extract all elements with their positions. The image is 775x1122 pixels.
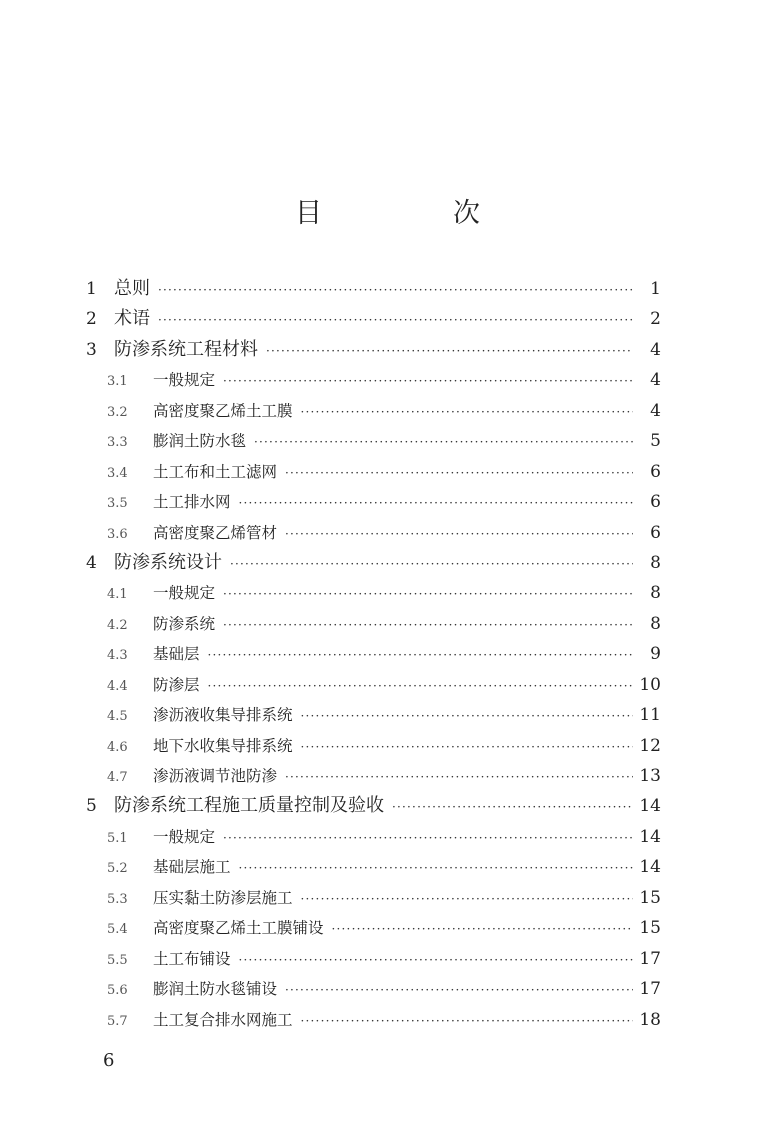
dot-leader xyxy=(223,610,633,640)
toc-entry-page: 17 xyxy=(639,979,661,1000)
table-of-contents xyxy=(0,274,775,1035)
toc-section-entry[interactable] xyxy=(0,974,775,1004)
dot-leader xyxy=(223,823,633,853)
toc-entry-title: 术语 xyxy=(114,308,150,330)
dot-leader xyxy=(392,792,633,822)
toc-section-entry[interactable] xyxy=(0,852,775,882)
toc-entry-page: 14 xyxy=(639,796,661,817)
toc-entry-title: 一般规定 xyxy=(153,371,216,390)
dot-leader xyxy=(223,579,633,609)
toc-entry-number: 3 xyxy=(86,339,97,360)
toc-entry-page: 8 xyxy=(650,552,661,573)
toc-entry-page: 5 xyxy=(650,431,661,452)
toc-entry-number: 4 xyxy=(86,552,97,573)
toc-section-entry[interactable] xyxy=(0,731,775,761)
dot-leader xyxy=(285,458,633,488)
toc-section-entry[interactable] xyxy=(0,518,775,548)
toc-entry-number: 5.7 xyxy=(107,1013,128,1029)
toc-entry-page: 11 xyxy=(639,705,661,726)
toc-entry-number: 3.2 xyxy=(107,404,128,420)
toc-entry-page: 15 xyxy=(639,887,661,908)
dot-leader xyxy=(301,884,633,914)
dot-leader xyxy=(239,945,633,975)
toc-section-entry[interactable] xyxy=(0,944,775,974)
toc-entry-title: 地下水收集导排系统 xyxy=(153,736,293,755)
toc-section-entry[interactable] xyxy=(0,487,775,517)
toc-entry-page: 4 xyxy=(650,400,661,421)
toc-entry-title: 土工布铺设 xyxy=(153,949,231,968)
toc-entry-title: 防渗系统工程材料 xyxy=(114,338,258,360)
toc-entry-page: 8 xyxy=(650,583,661,604)
toc-chapter-entry[interactable] xyxy=(0,335,775,365)
dot-leader xyxy=(301,732,633,762)
toc-chapter-entry[interactable] xyxy=(0,548,775,578)
toc-entry-number: 5.1 xyxy=(107,830,128,846)
toc-entry-title: 膨润土防水毯 xyxy=(153,432,247,451)
toc-entry-number: 3.1 xyxy=(107,374,128,390)
page-title: 目 次 xyxy=(295,198,532,229)
toc-entry-page: 14 xyxy=(639,857,661,878)
toc-section-entry[interactable] xyxy=(0,822,775,852)
toc-section-entry[interactable] xyxy=(0,365,775,395)
toc-entry-title: 高密度聚乙烯管材 xyxy=(153,523,278,542)
toc-entry-title: 土工排水网 xyxy=(153,493,231,512)
toc-section-entry[interactable] xyxy=(0,700,775,730)
toc-entry-page: 1 xyxy=(650,279,661,299)
toc-entry-number: 4.3 xyxy=(107,648,128,664)
dot-leader xyxy=(285,519,633,549)
toc-section-entry[interactable] xyxy=(0,883,775,913)
toc-entry-page: 13 xyxy=(639,766,661,786)
dot-leader xyxy=(239,853,633,883)
toc-entry-page: 15 xyxy=(639,918,661,939)
toc-entry-page: 12 xyxy=(639,735,661,756)
toc-section-entry[interactable] xyxy=(0,457,775,487)
toc-entry-title: 防渗系统设计 xyxy=(114,551,222,573)
toc-entry-number: 3.4 xyxy=(107,465,128,481)
toc-entry-title: 土工布和土工滤网 xyxy=(153,462,278,481)
toc-entry-number: 3.5 xyxy=(107,496,128,512)
dot-leader xyxy=(301,701,633,731)
toc-entry-number: 4.4 xyxy=(107,678,128,694)
toc-section-entry[interactable] xyxy=(0,670,775,700)
toc-entry-title: 防渗层 xyxy=(153,675,200,694)
toc-entry-number: 3.3 xyxy=(107,435,128,451)
toc-entry-title: 基础层施工 xyxy=(153,858,231,877)
toc-entry-number: 5.3 xyxy=(107,891,128,907)
toc-section-entry[interactable] xyxy=(0,761,775,791)
dot-leader xyxy=(301,397,633,427)
dot-leader xyxy=(208,671,633,701)
toc-entry-number: 1 xyxy=(86,279,97,299)
toc-entry-page: 9 xyxy=(650,644,661,665)
toc-section-entry[interactable] xyxy=(0,913,775,943)
toc-entry-number: 3.6 xyxy=(107,526,128,542)
toc-entry-title: 总则 xyxy=(114,278,150,299)
toc-entry-number: 4.5 xyxy=(107,709,128,725)
toc-entry-title: 高密度聚乙烯土工膜铺设 xyxy=(153,919,324,938)
toc-entry-number: 4.2 xyxy=(107,617,128,633)
toc-section-entry[interactable] xyxy=(0,609,775,639)
toc-entry-number: 5 xyxy=(86,796,97,817)
toc-entry-title: 土工复合排水网施工 xyxy=(153,1010,293,1029)
toc-entry-number: 5.4 xyxy=(107,922,128,938)
toc-entry-number: 5.2 xyxy=(107,861,128,877)
toc-entry-title: 防渗系统工程施工质量控制及验收 xyxy=(114,795,384,817)
dot-leader xyxy=(230,549,633,579)
toc-entry-number: 5.6 xyxy=(107,983,128,999)
toc-entry-number: 2 xyxy=(86,309,97,330)
toc-entry-page: 10 xyxy=(639,674,661,695)
dot-leader xyxy=(332,914,633,944)
dot-leader xyxy=(208,640,633,670)
dot-leader xyxy=(266,336,633,366)
toc-entry-page: 18 xyxy=(639,1009,661,1030)
toc-entry-title: 渗沥液收集导排系统 xyxy=(153,706,293,725)
toc-chapter-entry[interactable] xyxy=(0,791,775,821)
page-number: 6 xyxy=(103,1050,115,1071)
toc-entry-page: 2 xyxy=(650,309,661,330)
toc-entry-title: 防渗系统 xyxy=(153,614,216,633)
dot-leader xyxy=(158,305,633,335)
toc-entry-title: 高密度聚乙烯土工膜 xyxy=(153,401,293,420)
toc-entry-page: 6 xyxy=(650,461,661,482)
dot-leader xyxy=(158,275,633,305)
toc-section-entry[interactable] xyxy=(0,1005,775,1035)
toc-entry-page: 6 xyxy=(650,492,661,513)
toc-entry-title: 渗沥液调节池防渗 xyxy=(153,767,278,785)
toc-entry-number: 4.7 xyxy=(107,770,128,785)
dot-leader xyxy=(301,1006,633,1036)
toc-entry-number: 5.5 xyxy=(107,952,128,968)
toc-entry-title: 膨润土防水毯铺设 xyxy=(153,980,278,999)
toc-entry-title: 一般规定 xyxy=(153,827,216,846)
toc-entry-title: 一般规定 xyxy=(153,584,216,603)
toc-section-entry[interactable] xyxy=(0,578,775,608)
toc-entry-page: 6 xyxy=(650,522,661,543)
toc-chapter-entry[interactable] xyxy=(0,274,775,304)
toc-entry-title: 基础层 xyxy=(153,645,200,664)
toc-chapter-entry[interactable] xyxy=(0,304,775,334)
dot-leader xyxy=(239,488,633,518)
toc-section-entry[interactable] xyxy=(0,426,775,456)
toc-entry-page: 4 xyxy=(650,370,661,391)
toc-entry-title: 压实黏土防渗层施工 xyxy=(153,888,293,907)
toc-entry-page: 8 xyxy=(650,613,661,634)
toc-entry-number: 4.1 xyxy=(107,587,128,603)
toc-entry-number: 4.6 xyxy=(107,739,128,755)
dot-leader xyxy=(285,762,633,792)
toc-section-entry[interactable] xyxy=(0,639,775,669)
dot-leader xyxy=(285,975,633,1005)
dot-leader xyxy=(223,366,633,396)
toc-entry-page: 4 xyxy=(650,339,661,360)
toc-entry-page: 14 xyxy=(639,826,661,847)
dot-leader xyxy=(254,427,633,457)
toc-entry-page: 17 xyxy=(639,948,661,969)
toc-section-entry[interactable] xyxy=(0,396,775,426)
